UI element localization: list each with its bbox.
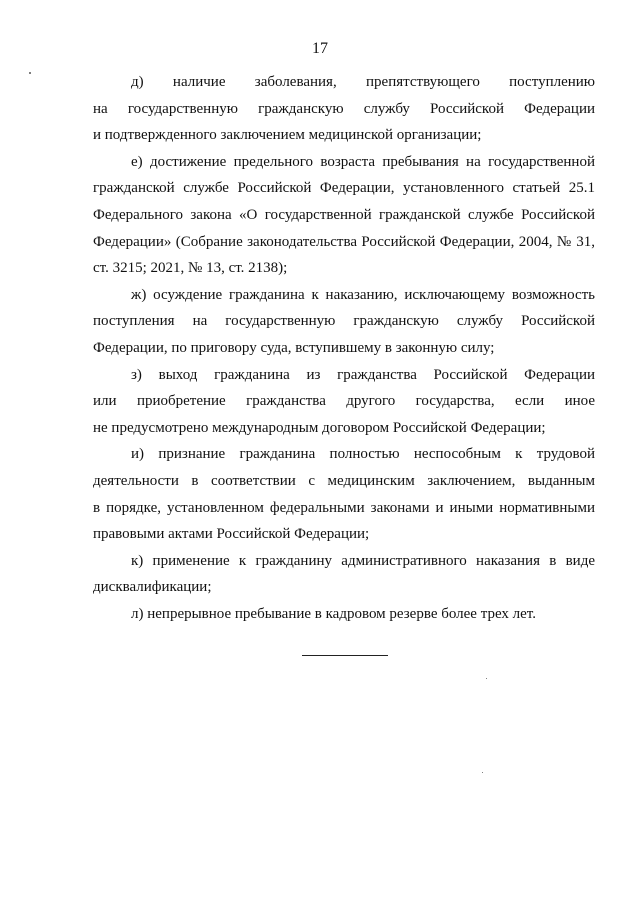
text-line: ж) осуждение гражданина к наказанию, исключающему возможность [131, 286, 595, 303]
text-line: е) достижение предельного возраста пребывания на государственной [131, 153, 595, 170]
text-line: на государственную гражданскую службу Российской Федерации [93, 100, 595, 117]
scan-speck [29, 72, 31, 74]
text-line: не предусмотрено международным договором Российской Федерации; [93, 419, 546, 436]
paragraph-zh [93, 282, 595, 362]
text-line: и подтвержденного заключением медицинской организации; [93, 127, 482, 144]
document-body [93, 69, 595, 627]
text-line: Федерации, по приговору суда, вступившему в законную силу; [93, 339, 495, 356]
text-line: з) выход гражданина из гражданства Российской Федерации [131, 366, 595, 383]
text-line: Федерального закона «О государственной гражданской службе Российской [93, 206, 595, 223]
text-line: д) наличие заболевания, препятствующего поступлению [131, 74, 595, 90]
scan-speck [486, 678, 487, 679]
text-line: Федерации» (Собрание законодательства Российской Федерации, 2004, № 31, [93, 233, 595, 250]
text-line: дисквалификации; [93, 579, 212, 596]
text-line: и) признание гражданина полностью неспособным к трудовой [131, 446, 595, 463]
paragraph-z [93, 362, 595, 442]
text-line: л) непрерывное пребывание в кадровом резерве более трех лет. [131, 605, 536, 622]
paragraph-e [93, 149, 595, 282]
text-line: или приобретение гражданства другого государства, если иное [93, 393, 595, 410]
paragraph-i [93, 441, 595, 547]
paragraph-k [93, 548, 595, 601]
end-of-text-rule [302, 655, 388, 656]
paragraph-d [93, 69, 595, 149]
text-line: гражданской службе Российской Федерации, установленного статьей 25.1 [93, 180, 595, 197]
scan-speck [482, 772, 483, 773]
text-line: деятельности в соответствии с медицинским заключением, выданным [93, 472, 595, 489]
page-number: 17 [312, 40, 328, 57]
text-line: к) применение к гражданину административного наказания в виде [131, 552, 595, 569]
paragraph-l [93, 601, 595, 628]
text-line: поступления на государственную гражданскую службу Российской [93, 313, 595, 330]
text-line: ст. 3215; 2021, № 13, ст. 2138); [93, 260, 288, 277]
text-line: правовыми актами Российской Федерации; [93, 526, 370, 543]
text-line: в порядке, установленном федеральными законами и иными нормативными [93, 499, 595, 516]
